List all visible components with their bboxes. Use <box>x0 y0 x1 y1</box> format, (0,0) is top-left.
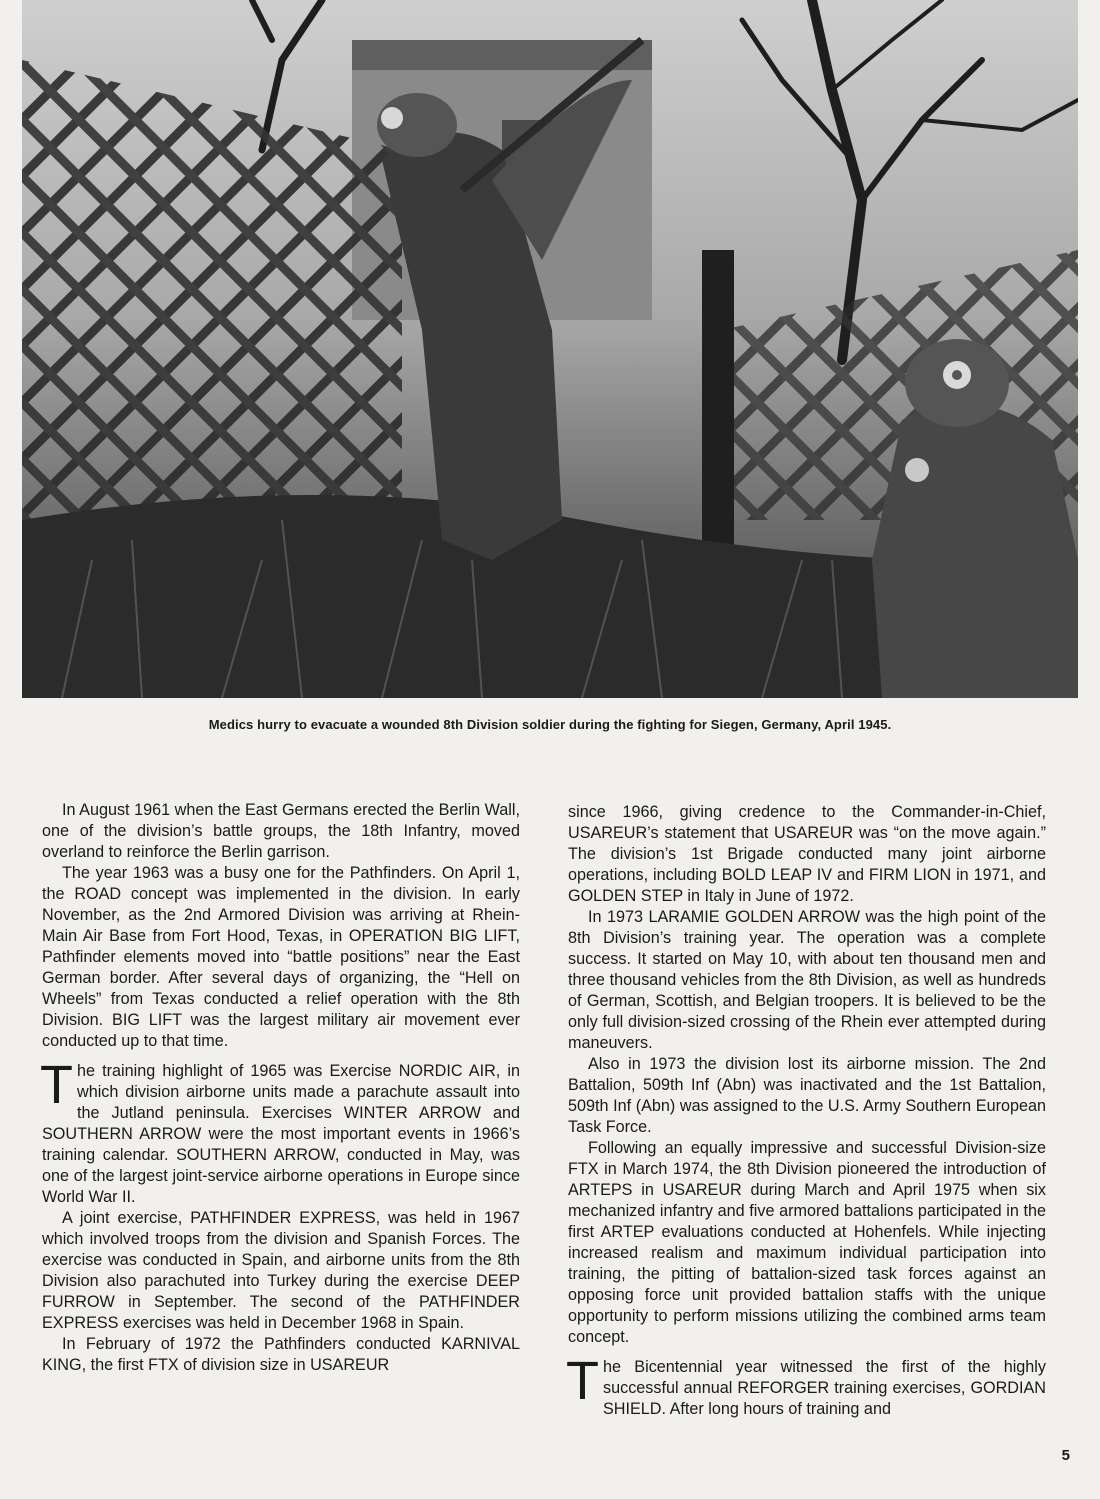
paragraph: In February of 1972 the Pathfinders conducted KARNIVAL KING, the first FTX of division size in USAREUR <box>42 1335 520 1374</box>
page-number: 5 <box>1061 1447 1070 1464</box>
right-column <box>568 802 1046 1420</box>
photo-caption: Medics hurry to evacuate a wounded 8th Division soldier during the fighting for Siegen, Germany, April 1945. <box>208 717 892 732</box>
paragraph: In 1973 LARAMIE GOLDEN ARROW was the high point of the 8th Division’s training year. The operation was a complete success. It started on May 10, with about ten thousand men and three thousand vehicles from the 8th Division, as well as hundreds of German, Scottish, and Belgian troopers. It is believed to be the only full division-sized crossing of the Rhein ever attempted during maneuvers. <box>568 908 1046 1052</box>
paragraph: A joint exercise, PATHFINDER EXPRESS, was held in 1967 which involved troops from the division and Spanish Forces. The exercise was conducted in Spain, and airborne units from the 8th Division also parachuted into Turkey during the exercise DEEP FURROW in September. The second of the PATHFINDER EXPRESS exercises was held in December 1968 in Spain. <box>42 1209 520 1332</box>
drop-cap: T <box>566 1351 599 1411</box>
paragraph: The year 1963 was a busy one for the Pathfinders. On April 1, the ROAD concept was implemented in the division. In early November, as the 2nd Armored Division was arriving at Rhein-Main Air Base from Fort Hood, Texas, in OPERATION BIG LIFT, Pathfinder elements moved into “battle positions” near the East German border. After several days of organizing, the “Hell on Wheels” from Texas conducted a relief operation with the 8th Division. BIG LIFT was the largest military air movement ever conducted up to that time. <box>42 864 520 1050</box>
paragraph-text: he Bicentennial year witnessed the first of the highly successful annual REFORGER training exercises, GORDIAN SHIELD. After long hours of training and <box>603 1358 1046 1418</box>
paragraph: Also in 1973 the division lost its airborne mission. The 2nd Battalion, 509th Inf (Abn) was inactivated and the 1st Battalion, 509th Inf (Abn) was assigned to the U.S. Army Southern European Task Force. <box>568 1055 1046 1136</box>
paragraph: since 1966, giving credence to the Commander-in-Chief, USAREUR’s statement that USAREUR was “on the move again.” The division’s 1st Brigade conducted many joint airborne operations, including BOLD LEAP IV and FIRM LION in 1971, and GOLDEN STEP in Italy in June of 1972. <box>568 803 1046 905</box>
left-column <box>42 800 520 1376</box>
paragraph <box>566 1351 1046 1420</box>
paragraph: Following an equally impressive and successful Division-size FTX in March 1974, the 8th Division pioneered the introduction of ARTEPS in USAREUR during March and April 1975 when six mechanized infantry and five armored battalions participated in the first ARTEP evaluations conducted at Hohenfels. While injecting increased realism and maximum individual participation into training, the pitting of battalion-sized task forces against an opposing force unit provided battalion staffs with the unique opportunity to perform missions utilizing the combined arms team concept. <box>568 1139 1046 1346</box>
drop-cap: T <box>40 1055 73 1115</box>
paragraph <box>40 1055 520 1208</box>
paragraph-text: he training highlight of 1965 was Exercise NORDIC AIR, in which division airborne units made a parachute assault into the Jutland peninsula. Exercises WINTER ARROW and SOUTHERN ARROW were the most important events in 1966’s training calendar. SOUTHERN ARROW, conducted in May, was one of the largest joint-service airborne operations in Europe since World War II. <box>42 1062 520 1206</box>
paragraph: In August 1961 when the East Germans erected the Berlin Wall, one of the division’s battle groups, the 18th Infantry, moved overland to reinforce the Berlin garrison. <box>42 801 520 861</box>
war-photo-medics-image <box>22 0 1078 698</box>
